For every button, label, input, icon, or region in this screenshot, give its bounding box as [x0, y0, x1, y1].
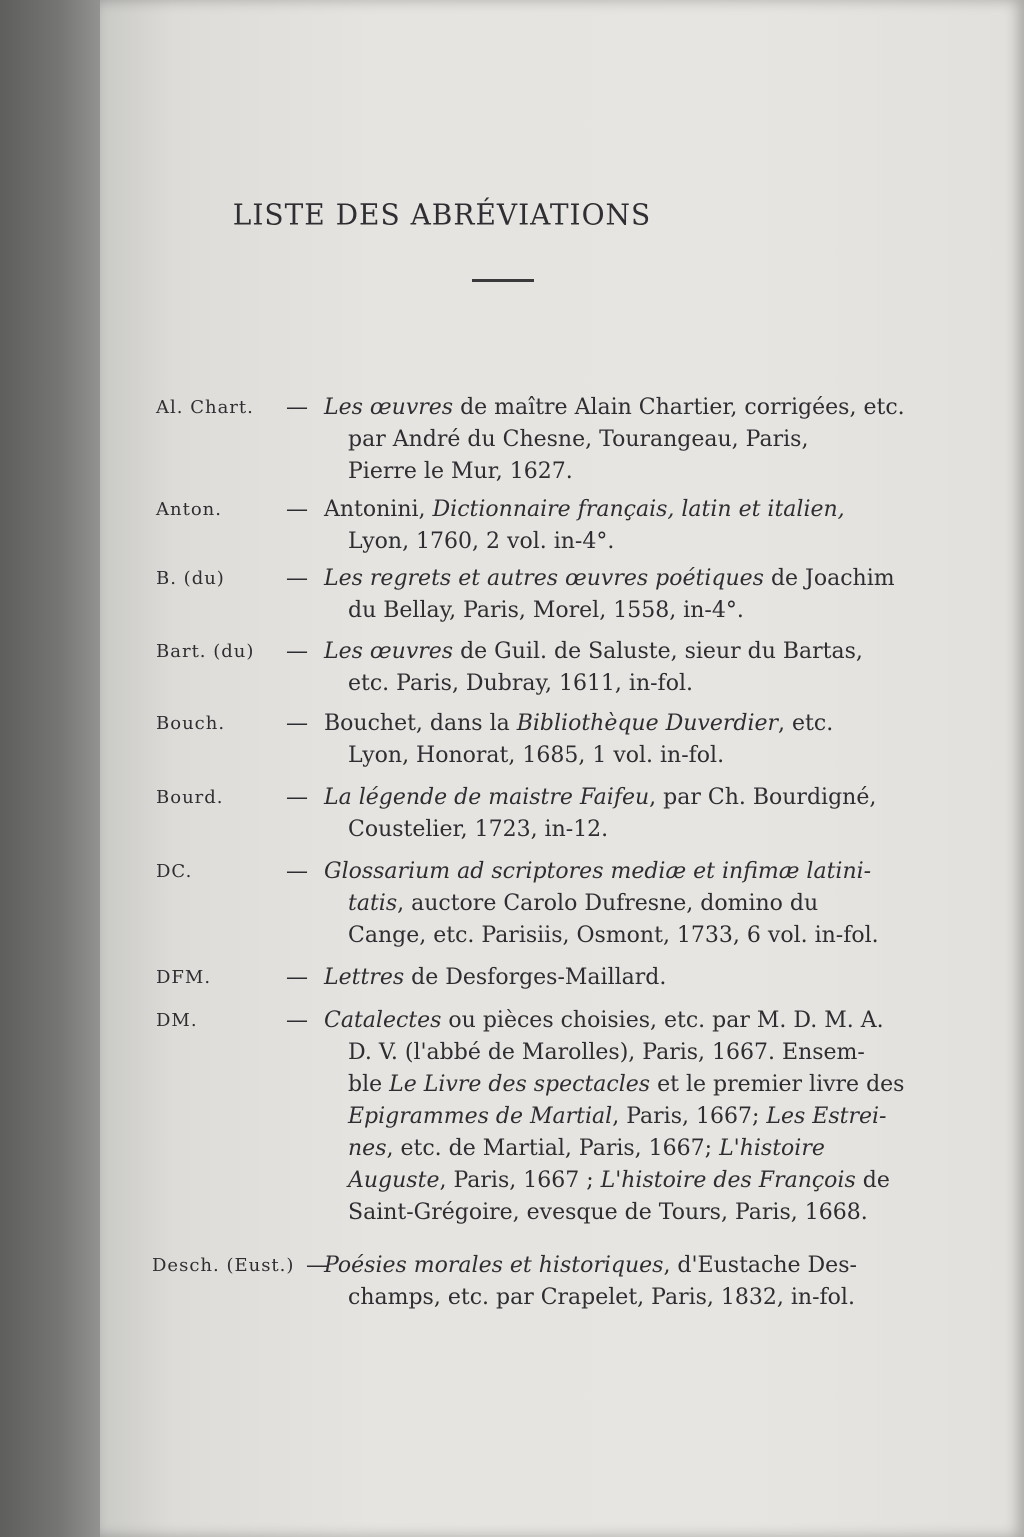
abbreviation-dash: — — [286, 785, 308, 810]
abbreviation-entry — [156, 494, 876, 558]
description-text: ou pièces choisies, etc. par M. D. M. A. — [441, 1008, 884, 1033]
description-line — [324, 563, 895, 595]
abbreviation-dash: — — [286, 965, 308, 990]
abbreviation-entry — [152, 1250, 876, 1314]
italic-title-text: Auguste — [348, 1168, 440, 1193]
description-text: , auctore Carolo Dufresne, domino du — [397, 891, 819, 916]
description-line — [324, 668, 876, 700]
description-text: par André du Chesne, Tourangeau, Paris, — [348, 427, 809, 452]
italic-title-text: Les œuvres — [324, 639, 454, 664]
description-text: champs, etc. par Crapelet, Paris, 1832, in-fol. — [348, 1285, 855, 1310]
description-line — [324, 424, 876, 456]
abbreviation-dash: — — [286, 395, 308, 420]
abbreviation-label: Desch. (Eust.) — [152, 1255, 295, 1276]
description-text: etc. Paris, Dubray, 1611, in-fol. — [348, 671, 693, 696]
italic-title-text: tatis — [348, 891, 398, 916]
description-line — [324, 1069, 905, 1101]
description-text: , d'Eustache Des- — [663, 1253, 857, 1278]
description-text: de Guil. de Saluste, sieur du Bartas, — [453, 639, 863, 664]
description-text: de — [855, 1168, 890, 1193]
description-text: , etc. de Martial, Paris, 1667; — [386, 1136, 720, 1161]
italic-title-text: Catalectes — [324, 1008, 442, 1033]
abbreviation-dash: — — [286, 711, 308, 736]
description-line — [324, 856, 876, 888]
abbreviation-entry — [156, 563, 895, 627]
abbreviation-dash: — — [286, 566, 308, 591]
description-line — [324, 920, 879, 952]
abbreviation-label: DM. — [156, 1010, 198, 1031]
italic-title-text: Dictionnaire français, latin et italien, — [432, 497, 845, 522]
description-text: , Paris, 1667; — [612, 1104, 767, 1129]
description-line — [324, 1005, 884, 1037]
book-page — [100, 0, 1024, 1537]
description-line — [324, 1197, 876, 1229]
italic-title-text: Les regrets et autres œuvres poétiques — [324, 566, 764, 591]
abbreviation-label: Bourd. — [156, 787, 224, 808]
italic-title-text: Epigrammes de Martial — [348, 1104, 613, 1129]
abbreviation-dash: — — [286, 497, 308, 522]
description-text: Antonini, — [324, 497, 433, 522]
abbreviation-description — [324, 636, 876, 700]
description-text: et le premier livre des — [650, 1072, 905, 1097]
abbreviation-label: DFM. — [156, 967, 212, 988]
abbreviation-description — [324, 782, 876, 846]
abbreviation-description — [324, 856, 879, 952]
description-text: , par Ch. Bourdigné, — [649, 785, 877, 810]
description-text: ble — [348, 1072, 390, 1097]
abbreviation-entry — [156, 708, 876, 772]
description-line — [324, 1165, 890, 1197]
description-line — [324, 526, 876, 558]
description-line — [324, 456, 876, 488]
italic-title-text: Glossarium ad scriptores mediæ et infimæ latini- — [324, 859, 872, 884]
abbreviation-description — [324, 392, 905, 488]
italic-title-text: Lettres — [324, 965, 405, 990]
abbreviation-description — [324, 962, 876, 994]
description-text: Saint-Grégoire, evesque de Tours, Paris, 1668. — [348, 1200, 868, 1225]
italic-title-text: Les œuvres — [324, 395, 454, 420]
description-text: Coustelier, 1723, in-12. — [348, 817, 609, 842]
abbreviation-entry — [156, 1005, 905, 1229]
description-line — [324, 708, 876, 740]
abbreviation-label: Anton. — [156, 499, 222, 520]
italic-title-text: nes — [348, 1136, 387, 1161]
abbreviation-description — [324, 563, 895, 627]
italic-title-text: Le Livre des spectacles — [389, 1072, 651, 1097]
abbreviation-label: Bouch. — [156, 713, 226, 734]
description-text: Pierre le Mur, 1627. — [348, 459, 573, 484]
abbreviation-entry — [156, 392, 905, 488]
italic-title-text: L'histoire des François — [600, 1168, 856, 1193]
description-line — [324, 1133, 876, 1165]
title-rule — [472, 279, 534, 282]
abbreviation-description — [324, 1005, 905, 1229]
italic-title-text: Bibliothèque Duverdier — [516, 711, 779, 736]
description-text: de Desforges-Maillard. — [404, 965, 667, 990]
abbreviation-label: DC. — [156, 861, 193, 882]
italic-title-text: Les Estrei- — [766, 1104, 887, 1129]
description-text: , Paris, 1667 ; — [439, 1168, 601, 1193]
abbreviation-label: Bart. (du) — [156, 641, 255, 662]
description-line — [324, 595, 876, 627]
italic-title-text: Poésies morales et historiques — [324, 1253, 664, 1278]
description-text: Lyon, 1760, 2 vol. in-4°. — [348, 529, 615, 554]
description-text: de maître Alain Chartier, corrigées, etc. — [453, 395, 905, 420]
description-line — [324, 814, 876, 846]
description-line — [324, 1250, 876, 1282]
abbreviation-dash: — — [286, 859, 308, 884]
description-line — [324, 962, 876, 994]
description-text: , etc. — [778, 711, 834, 736]
abbreviation-dash: — — [306, 1253, 328, 1278]
description-line — [324, 1101, 887, 1133]
description-line — [324, 888, 876, 920]
description-line — [324, 782, 876, 814]
page-title: LISTE DES ABRÉVIATIONS — [232, 197, 652, 232]
description-text: de Joachim — [763, 566, 895, 591]
italic-title-text: La légende de maistre Faifeu — [324, 785, 650, 810]
description-text: D. V. (l'abbé de Marolles), Paris, 1667. Ensem- — [348, 1040, 865, 1065]
abbreviation-label: B. (du) — [156, 568, 225, 589]
description-line — [324, 636, 876, 668]
abbreviation-label: Al. Chart. — [156, 397, 254, 418]
italic-title-text: L'histoire — [719, 1136, 825, 1161]
abbreviation-entry — [156, 856, 879, 952]
abbreviation-entry — [156, 962, 876, 994]
description-line — [324, 392, 905, 424]
description-line — [324, 1282, 876, 1314]
abbreviation-entry — [156, 782, 876, 846]
description-line — [324, 740, 876, 772]
abbreviation-description — [324, 494, 876, 558]
description-line — [324, 1037, 876, 1069]
description-text: du Bellay, Paris, Morel, 1558, in-4°. — [348, 598, 744, 623]
abbreviation-description — [324, 708, 876, 772]
description-text: Bouchet, dans la — [324, 711, 517, 736]
abbreviation-dash: — — [286, 639, 308, 664]
abbreviation-entry — [156, 636, 876, 700]
abbreviation-dash: — — [286, 1008, 308, 1033]
abbreviation-description — [324, 1250, 876, 1314]
description-line — [324, 494, 876, 526]
description-text: Lyon, Honorat, 1685, 1 vol. in-fol. — [348, 743, 725, 768]
description-text: Cange, etc. Parisiis, Osmont, 1733, 6 vol. in-fol. — [348, 923, 879, 948]
